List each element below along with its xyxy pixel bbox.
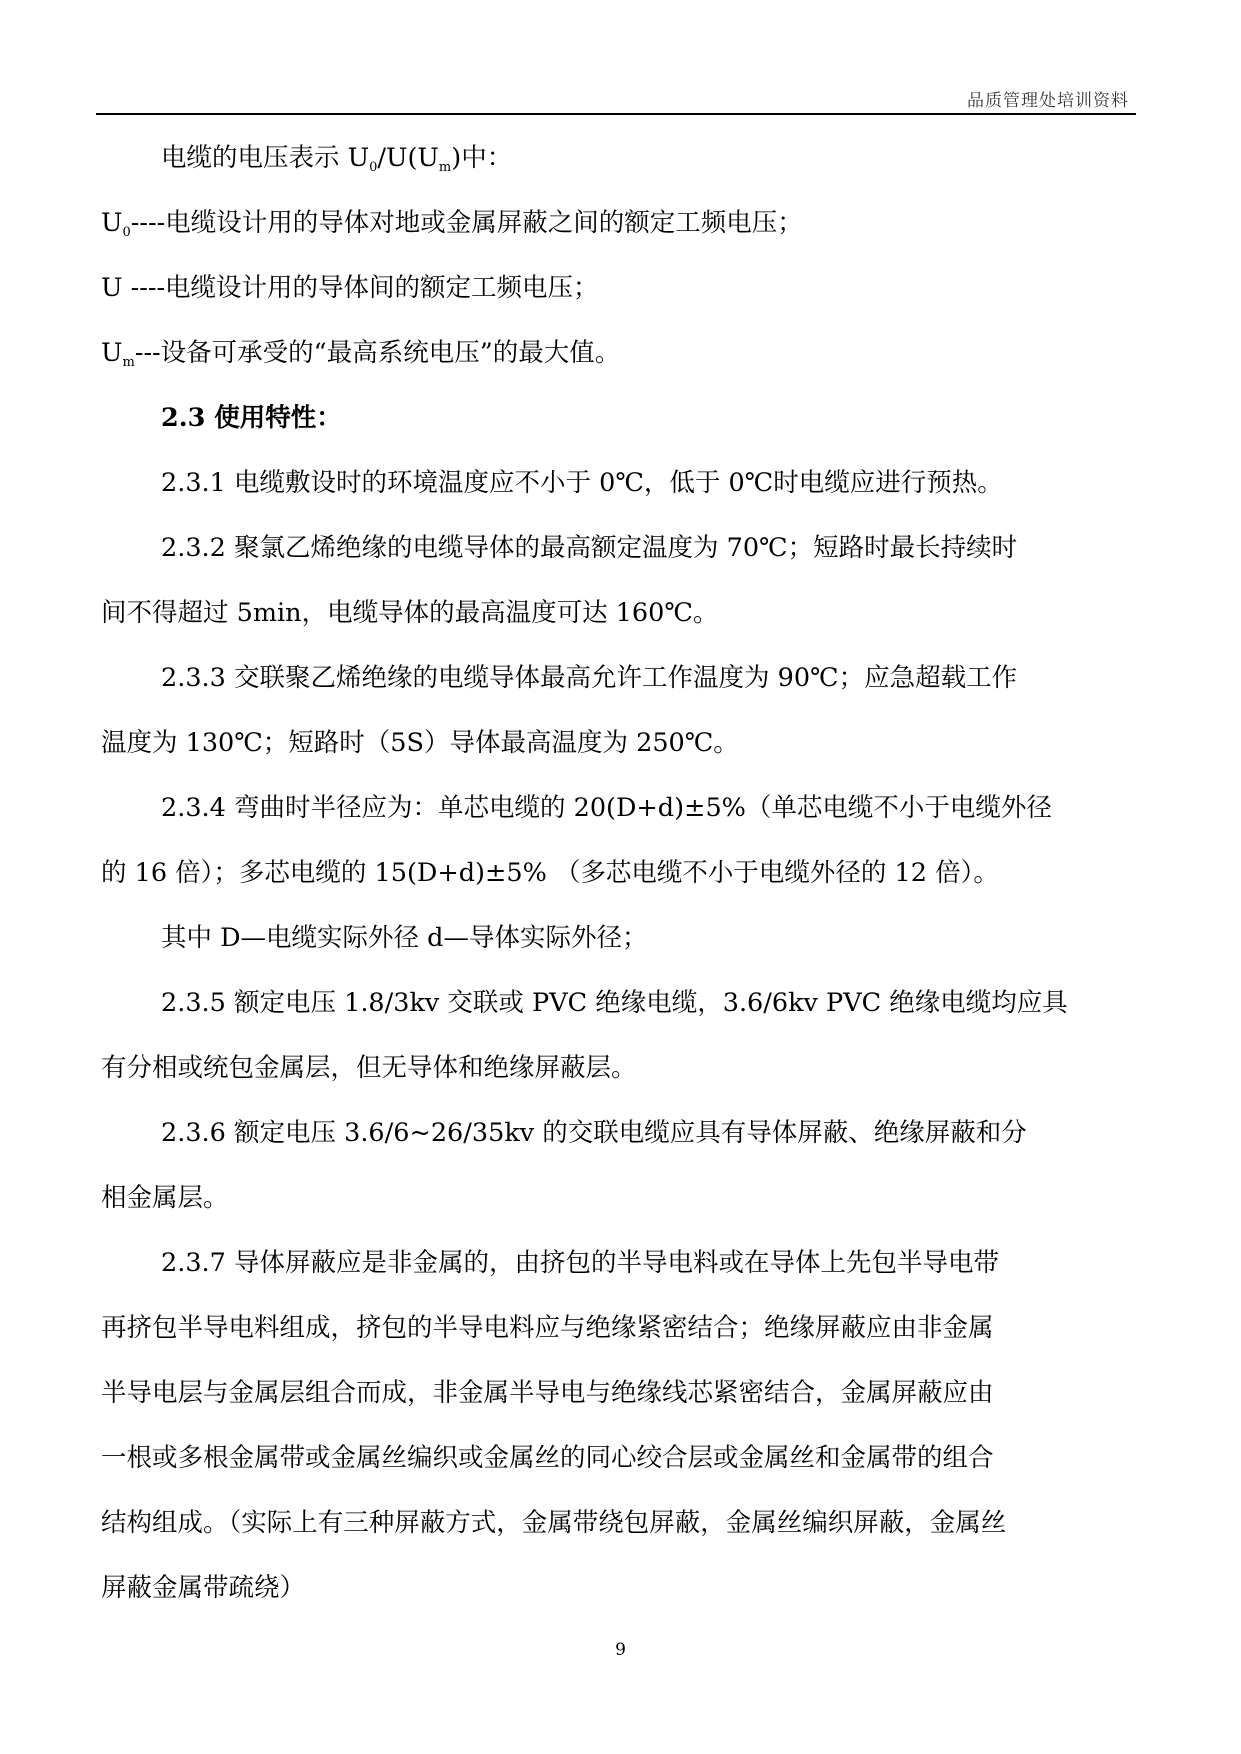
text-run: 有分相或统包金属层，但无导体和绝缘屏蔽层。 — [101, 1053, 637, 1083]
text-run: 2.3.7 导体屏蔽应是非金属的，由挤包的半导电料或在导体上先包半导电带 — [161, 1248, 999, 1278]
text-line — [101, 191, 1131, 256]
text-run: 其中 D—电缆实际外径 d—导体实际外径； — [161, 923, 648, 953]
text-run: 2.3.3 交联聚乙烯绝缘的电缆导体最高允许工作温度为 90℃；应急超载工作 — [161, 663, 1018, 693]
subscript: 0 — [122, 225, 131, 240]
text-run: U — [101, 208, 123, 238]
subscript: m — [122, 355, 135, 370]
subscript: m — [438, 160, 452, 175]
text-run: 一根或多根金属带或金属丝编织或金属丝的同心绞合层或金属丝和金属带的组合 — [101, 1443, 994, 1473]
text-run: 2.3.1 电缆敷设时的环境温度应不小于 0℃，低于 0℃时电缆应进行预热。 — [161, 468, 1003, 498]
text-line — [101, 971, 1131, 1036]
text-line — [101, 581, 1131, 646]
text-line — [101, 906, 1131, 971]
text-line — [101, 1101, 1131, 1166]
text-line — [101, 1036, 1131, 1101]
text-line — [101, 1296, 1131, 1361]
text-run: ----电缆设计用的导体对地或金属屏蔽之间的额定工频电压； — [130, 208, 803, 238]
text-run: )中： — [451, 143, 513, 173]
header-title: 品质管理处培训资料 — [967, 91, 1129, 111]
text-run: U — [101, 338, 123, 368]
text-line — [101, 1361, 1131, 1426]
header-rule — [96, 113, 1136, 115]
text-run: 半导电层与金属层组合而成，非金属半导电与绝缘线芯紧密结合，金属屏蔽应由 — [101, 1378, 994, 1408]
text-run: 间不得超过 5min，电缆导体的最高温度可达 160℃。 — [101, 598, 719, 628]
text-run: 的 16 倍）；多芯电缆的 15(D+d)±5% （多芯电缆不小于电缆外径的 12 倍）。 — [101, 858, 999, 888]
text-line — [101, 256, 1131, 321]
text-run: ---设备可承受的“最高系统电压”的最大值。 — [134, 338, 621, 368]
text-run: 结构组成。（实际上有三种屏蔽方式，金属带绕包屏蔽，金属丝编织屏蔽，金属丝 — [101, 1508, 1007, 1538]
text-line — [101, 1491, 1131, 1556]
text-run: 2.3.4 弯曲时半径应为：单芯电缆的 20(D+d)±5%（单芯电缆不小于电缆外径 — [161, 793, 1052, 823]
section-heading — [101, 386, 1131, 451]
text-line — [101, 321, 1131, 386]
text-line — [101, 841, 1131, 906]
text-line — [101, 1166, 1131, 1231]
text-line — [101, 646, 1131, 711]
text-run: 电缆的电压表示 U — [161, 143, 370, 173]
text-run: 2.3 使用特性： — [161, 403, 342, 433]
text-line — [101, 451, 1131, 516]
text-run: 屏蔽金属带疏绕） — [101, 1573, 306, 1603]
text-line — [101, 776, 1131, 841]
text-run: 相金属层。 — [101, 1183, 229, 1213]
text-run: /U(U — [377, 143, 439, 173]
text-line — [101, 126, 1131, 191]
text-line — [101, 1426, 1131, 1491]
text-line — [101, 516, 1131, 581]
text-run: U ----电缆设计用的导体间的额定工频电压； — [101, 273, 599, 303]
text-line — [101, 711, 1131, 776]
page-number: 9 — [615, 1640, 626, 1660]
text-run: 2.3.5 额定电压 1.8/3kv 交联或 PVC 绝缘电缆，3.6/6kv PVC 绝缘电缆均应具 — [161, 988, 1068, 1018]
text-run: 温度为 130℃；短路时（5S）导体最高温度为 250℃。 — [101, 728, 739, 758]
subscript: 0 — [369, 160, 378, 175]
text-run: 2.3.2 聚氯乙烯绝缘的电缆导体的最高额定温度为 70℃；短路时最长持续时 — [161, 533, 1018, 563]
text-run: 再挤包半导电料组成，挤包的半导电料应与绝缘紧密结合；绝缘屏蔽应由非金属 — [101, 1313, 994, 1343]
text-run: 2.3.6 额定电压 3.6/6~26/35kv 的交联电缆应具有导体屏蔽、绝缘屏蔽和分 — [161, 1118, 1027, 1148]
body-text — [101, 126, 1131, 1621]
text-line — [101, 1231, 1131, 1296]
text-line — [101, 1556, 1131, 1621]
